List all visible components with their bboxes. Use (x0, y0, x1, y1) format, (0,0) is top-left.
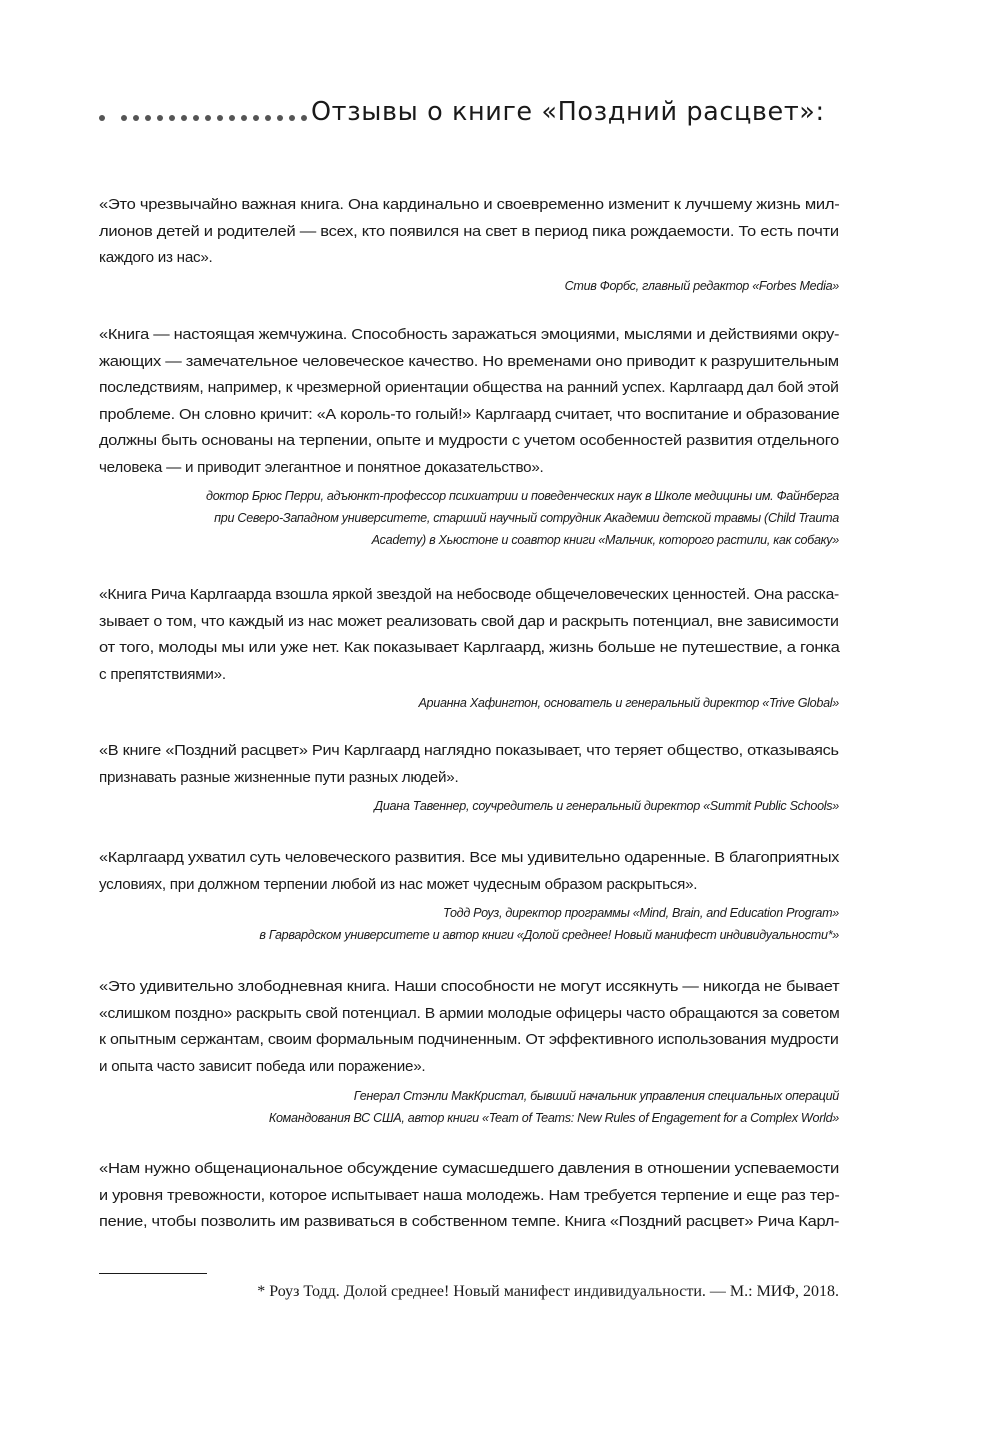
dot-icon (193, 115, 199, 121)
dot-icon (289, 115, 295, 121)
dot-icon (169, 115, 175, 121)
testimonial-quote (99, 974, 839, 1080)
quote-line: от того, молоды мы или уже нет. Как показывает Карлгаард, жизнь больше не путешествие, а гонка (99, 639, 840, 656)
quote-line: «Это чрезвычайно важная книга. Она кардинально и своевременно изменит к лучшему жизнь мил- (99, 196, 840, 213)
quote-line: последствиям, например, к чрезмерной ориентации общества на ранний успех. Карлгаард дал бой этой (99, 379, 839, 396)
quote-line: с препятствиями». (99, 665, 226, 683)
attribution-line: Стив Форбс, главный редактор «Forbes Media» (564, 279, 839, 293)
attribution-line: Командования ВС США, автор книги «Team of Teams: New Rules of Engagement for a Complex World» (268, 1111, 839, 1125)
attribution-line: при Северо-Западном университете, старший научный сотрудник Академии детской травмы (Child Trauma (214, 511, 839, 525)
quote-line: и уровня тревожности, которое испытывает наша молодежь. Нам требуется терпение и еще раз тер- (99, 1186, 840, 1204)
quote-line: признавать разные жизненные пути разных людей». (99, 768, 459, 786)
testimonial-attribution (99, 275, 839, 297)
quote-line: человека — и приводит элегантное и понятное доказательство». (99, 458, 544, 476)
testimonial-quote (99, 192, 839, 272)
quote-line: зывает о том, что каждый из нас может реализовать свой дар и раскрыть потенциал, вне зависимости (99, 612, 839, 630)
attribution-line: Диана Тавеннер, соучредитель и генеральный директор «Summit Public Schools» (374, 799, 839, 813)
testimonial-quote (99, 582, 839, 688)
testimonial-quote (99, 1156, 839, 1236)
dot-icon (181, 115, 187, 121)
quote-line: каждого из нас». (99, 249, 213, 266)
dot-icon (253, 115, 259, 121)
quote-line: условиях, при должном терпении любой из нас может чудесным образом раскрыться». (99, 875, 698, 893)
quote-line: должны быть основаны на терпении, опыте и мудрости с учетом особенностей развития отдельного (99, 432, 839, 449)
quote-line: к опытным сержантам, своим формальным подчиненным. От эффективного использования мудрости (99, 1031, 839, 1048)
page-heading (99, 92, 839, 132)
testimonial-quote (99, 322, 839, 481)
testimonial-quote (99, 845, 839, 898)
dot-icon (265, 115, 271, 121)
dot-icon (217, 115, 223, 121)
quote-line: «слишком поздно» раскрыть свой потенциал. В армии молодые офицеры часто обращаются за советом (99, 1004, 840, 1022)
quote-line: «Нам нужно общенациональное обсуждение сумасшедшего давления в отношении успеваемости (99, 1160, 840, 1177)
dot-icon (241, 115, 247, 121)
quote-line: «В книге «Поздний расцвет» Рич Карлгаард наглядно показывает, что теряет общество, отказываясь (99, 742, 839, 759)
dot-leader-icon (99, 115, 309, 121)
attribution-line: Academy) в Хьюстоне и соавтор книги «Мальчик, которого растили, как собаку» (371, 533, 839, 547)
dot-icon (229, 115, 235, 121)
quote-line: проблеме. Он словно кричит: «А король-то голый!» Карлгаард считает, что воспитание и образование (99, 405, 840, 423)
dot-icon (205, 115, 211, 121)
testimonial-attribution (99, 1085, 839, 1129)
testimonial-quote (99, 738, 839, 791)
footnote: * Роуз Тодд. Долой среднее! Новый манифест индивидуальности. — М.: МИФ, 2018. (257, 1283, 839, 1300)
quote-line: «Книга — настоящая жемчужина. Способность заражаться эмоциями, мыслями и действиями окру- (99, 326, 840, 343)
attribution-line: Тодд Роуз, директор программы «Mind, Brain, and Education Program» (442, 906, 839, 920)
quote-line: жающих — замечательное человеческое качество. Но временами оно приводит к разрушительным (99, 352, 839, 370)
testimonial-attribution (99, 902, 839, 946)
testimonial-attribution (99, 485, 839, 551)
quote-line: и опыта часто зависит победа или поражение». (99, 1057, 426, 1075)
page-title: Отзывы о книге «Поздний расцвет»: (311, 97, 825, 127)
dot-icon (157, 115, 163, 121)
dot-icon (301, 115, 307, 121)
dot-icon (121, 115, 127, 121)
attribution-line: Генерал Стэнли МакКристал, бывший начальник управления специальных операций (353, 1089, 839, 1103)
quote-line: «Карлгаард ухватил суть человеческого развития. Все мы удивительно одаренные. В благоприятных (99, 849, 840, 866)
testimonial-attribution (99, 795, 839, 817)
attribution-line: в Гарвардском университете и автор книги «Долой среднее! Новый манифест индивидуальности*» (259, 928, 839, 942)
dot-icon (133, 115, 139, 121)
testimonial-attribution (99, 692, 839, 714)
attribution-line: Арианна Хафингтон, основатель и генеральный директор «Trive Global» (418, 696, 839, 710)
quote-line: «Книга Рича Карлгаарда взошла яркой звездой на небосводе общечеловеческих ценностей. Она расска- (99, 586, 839, 603)
quote-line: «Это удивительно злободневная книга. Наши способности не могут иссякнуть — никогда не бывает (99, 978, 840, 995)
attribution-line: доктор Брюс Перри, адъюнкт-профессор психиатрии и поведенческих наук в Школе медицины им. Файнберга (206, 489, 839, 503)
dot-icon (277, 115, 283, 121)
dot-icon (145, 115, 151, 121)
quote-line: пение, чтобы позволить им развиваться в собственном темпе. Книга «Поздний расцвет» Рича Карл- (99, 1213, 840, 1230)
dot-icon (99, 115, 105, 121)
quote-line: лионов детей и родителей — всех, кто появился на свет в период пика рождаемости. То есть почти (99, 222, 839, 240)
footnote-divider (99, 1273, 207, 1274)
